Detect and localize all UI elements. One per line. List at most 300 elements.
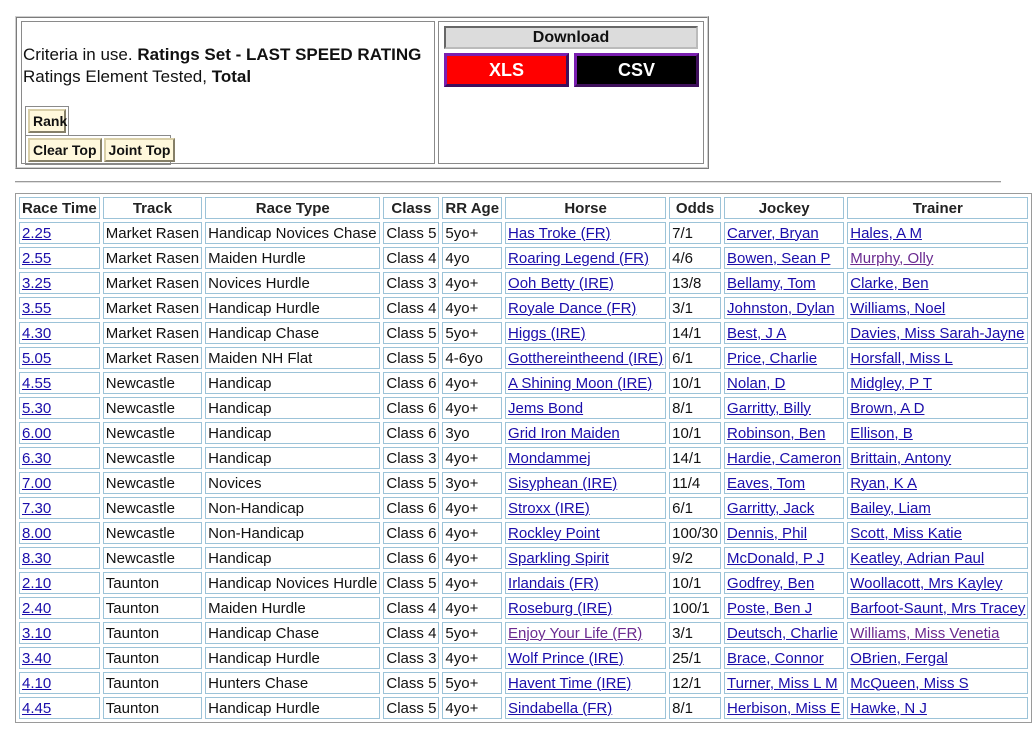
odds-cell: 10/1 (669, 422, 721, 444)
horse-cell (505, 597, 666, 619)
jockey-cell (724, 597, 844, 619)
race-time-link[interactable]: 2.55 (22, 249, 52, 267)
class-cell: Class 5 (383, 222, 439, 244)
xls-download-button[interactable]: XLS (444, 53, 569, 87)
track-cell: Newcastle (103, 397, 202, 419)
horse-link[interactable]: Sindabella (FR) (508, 699, 613, 717)
track-cell: Market Rasen (103, 347, 202, 369)
odds-cell: 7/1 (669, 222, 721, 244)
table-row (19, 572, 1028, 594)
track-cell: Newcastle (103, 547, 202, 569)
age-cell: 4yo+ (442, 597, 502, 619)
horse-cell (505, 522, 666, 544)
track-cell: Market Rasen (103, 322, 202, 344)
race-time-cell (19, 247, 100, 269)
element-prefix: Ratings Element Tested, (23, 67, 207, 86)
odds-cell: 8/1 (669, 397, 721, 419)
horse-cell (505, 697, 666, 719)
odds-cell: 100/1 (669, 597, 721, 619)
track-cell: Taunton (103, 572, 202, 594)
jockey-link[interactable]: Deutsch, Charlie (727, 624, 838, 642)
age-cell: 4yo+ (442, 522, 502, 544)
trainer-cell (847, 547, 1028, 569)
race-type-cell: Handicap Hurdle (205, 297, 380, 319)
race-time-cell (19, 497, 100, 519)
trainer-cell (847, 272, 1028, 294)
horse-cell (505, 472, 666, 494)
track-cell: Market Rasen (103, 272, 202, 294)
jockey-link[interactable]: Carver, Bryan (727, 224, 819, 242)
horse-cell (505, 297, 666, 319)
age-cell: 3yo+ (442, 472, 502, 494)
jockey-cell (724, 697, 844, 719)
horse-cell (505, 447, 666, 469)
table-row (19, 697, 1028, 719)
odds-cell: 3/1 (669, 622, 721, 644)
trainer-link[interactable]: Murphy, Olly (850, 249, 934, 267)
column-header-race-time: Race Time (19, 197, 100, 219)
track-cell: Taunton (103, 697, 202, 719)
jockey-cell (724, 222, 844, 244)
trainer-cell (847, 347, 1028, 369)
horse-link[interactable]: Has Troke (FR) (508, 224, 611, 242)
age-cell: 4yo+ (442, 497, 502, 519)
column-header-class: Class (383, 197, 439, 219)
horse-link[interactable]: Enjoy Your Life (FR) (508, 624, 643, 642)
table-row (19, 597, 1028, 619)
trainer-link[interactable]: Williams, Miss Venetia (850, 624, 1000, 642)
track-cell: Taunton (103, 597, 202, 619)
jockey-link[interactable]: Godfrey, Ben (727, 574, 815, 592)
jockey-cell (724, 322, 844, 344)
trainer-link[interactable]: Clarke, Ben (850, 274, 929, 292)
race-type-cell: Handicap (205, 422, 380, 444)
odds-cell: 11/4 (669, 472, 721, 494)
jockey-link[interactable]: Nolan, D (727, 374, 786, 392)
horse-cell (505, 647, 666, 669)
age-cell: 5yo+ (442, 322, 502, 344)
race-type-cell: Novices Hurdle (205, 272, 380, 294)
horse-cell (505, 672, 666, 694)
race-time-link[interactable]: 4.30 (22, 324, 52, 342)
column-header-jockey: Jockey (724, 197, 844, 219)
jockey-cell (724, 672, 844, 694)
horse-link[interactable]: Sparkling Spirit (508, 549, 609, 567)
trainer-cell (847, 522, 1028, 544)
class-cell: Class 4 (383, 297, 439, 319)
trainer-link[interactable]: Williams, Noel (850, 299, 946, 317)
table-row (19, 222, 1028, 244)
trainer-cell (847, 397, 1028, 419)
track-cell: Newcastle (103, 422, 202, 444)
track-cell: Market Rasen (103, 247, 202, 269)
trainer-cell (847, 597, 1028, 619)
race-type-cell: Handicap Chase (205, 322, 380, 344)
track-cell: Market Rasen (103, 297, 202, 319)
trainer-link[interactable]: Midgley, P T (850, 374, 932, 392)
trainer-link[interactable]: Hales, A M (850, 224, 922, 242)
header-row (19, 197, 1028, 219)
top-buttons-box (25, 135, 171, 165)
age-cell: 4yo+ (442, 297, 502, 319)
race-type-cell: Handicap Novices Chase (205, 222, 380, 244)
race-type-cell: Handicap (205, 372, 380, 394)
race-time-cell (19, 222, 100, 244)
horse-link[interactable]: Irlandais (FR) (508, 574, 599, 592)
race-time-link[interactable]: 8.30 (22, 549, 52, 567)
class-cell: Class 5 (383, 472, 439, 494)
age-cell: 4yo (442, 247, 502, 269)
horse-cell (505, 622, 666, 644)
horse-link[interactable]: Stroxx (IRE) (508, 499, 590, 517)
race-type-cell: Handicap Hurdle (205, 647, 380, 669)
jockey-cell (724, 247, 844, 269)
trainer-link[interactable]: Barfoot-Saunt, Mrs Tracey (850, 599, 1026, 617)
horse-link[interactable]: Royale Dance (FR) (508, 299, 637, 317)
jockey-cell (724, 622, 844, 644)
horse-cell (505, 222, 666, 244)
trainer-link[interactable]: Ellison, B (850, 424, 913, 442)
class-cell: Class 3 (383, 272, 439, 294)
joint-top-button[interactable]: Joint Top (104, 138, 176, 162)
age-cell: 5yo+ (442, 622, 502, 644)
horse-link[interactable]: Mondammej (508, 449, 591, 467)
jockey-cell (724, 297, 844, 319)
race-time-link[interactable]: 3.10 (22, 624, 52, 642)
class-cell: Class 6 (383, 497, 439, 519)
horse-link[interactable]: Roaring Legend (FR) (508, 249, 649, 267)
odds-cell: 14/1 (669, 447, 721, 469)
jockey-link[interactable]: Hardie, Cameron (727, 449, 842, 467)
race-time-cell (19, 472, 100, 494)
age-cell: 4yo+ (442, 272, 502, 294)
race-type-cell: Maiden Hurdle (205, 597, 380, 619)
trainer-link[interactable]: Scott, Miss Katie (850, 524, 962, 542)
race-time-cell (19, 647, 100, 669)
jockey-link[interactable]: Eaves, Tom (727, 474, 806, 492)
odds-cell: 12/1 (669, 672, 721, 694)
race-time-link[interactable]: 2.10 (22, 574, 52, 592)
download-box (438, 21, 704, 164)
trainer-link[interactable]: Brittain, Antony (850, 449, 952, 467)
trainer-cell (847, 372, 1028, 394)
divider (15, 181, 1001, 183)
horse-cell (505, 572, 666, 594)
column-header-race-type: Race Type (205, 197, 380, 219)
age-cell: 4yo+ (442, 397, 502, 419)
race-type-cell: Maiden NH Flat (205, 347, 380, 369)
trainer-link[interactable]: McQueen, Miss S (850, 674, 969, 692)
race-time-cell (19, 272, 100, 294)
trainer-link[interactable]: Keatley, Adrian Paul (850, 549, 985, 567)
odds-cell: 8/1 (669, 697, 721, 719)
class-cell: Class 5 (383, 347, 439, 369)
odds-cell: 100/30 (669, 522, 721, 544)
horse-link[interactable]: Wolf Prince (IRE) (508, 649, 624, 667)
horse-cell (505, 247, 666, 269)
race-type-cell: Hunters Chase (205, 672, 380, 694)
race-time-cell (19, 697, 100, 719)
race-type-cell: Non-Handicap (205, 522, 380, 544)
class-cell: Class 6 (383, 547, 439, 569)
age-cell: 4yo+ (442, 547, 502, 569)
class-cell: Class 5 (383, 697, 439, 719)
trainer-cell (847, 472, 1028, 494)
race-type-cell: Handicap (205, 447, 380, 469)
table-row (19, 472, 1028, 494)
trainer-cell (847, 672, 1028, 694)
class-cell: Class 4 (383, 597, 439, 619)
jockey-cell (724, 422, 844, 444)
race-time-cell (19, 422, 100, 444)
odds-cell: 6/1 (669, 347, 721, 369)
horse-cell (505, 397, 666, 419)
trainer-link[interactable]: Brown, A D (850, 399, 925, 417)
track-cell: Market Rasen (103, 222, 202, 244)
track-cell: Taunton (103, 647, 202, 669)
jockey-link[interactable]: Dennis, Phil (727, 524, 808, 542)
jockey-cell (724, 497, 844, 519)
race-time-cell (19, 372, 100, 394)
jockey-link[interactable]: Poste, Ben J (727, 599, 813, 617)
track-cell: Newcastle (103, 497, 202, 519)
column-header-odds: Odds (669, 197, 721, 219)
criteria-box (21, 21, 435, 164)
race-time-cell (19, 397, 100, 419)
jockey-link[interactable]: Herbison, Miss E (727, 699, 841, 717)
table-row (19, 672, 1028, 694)
class-cell: Class 6 (383, 422, 439, 444)
class-cell: Class 6 (383, 522, 439, 544)
trainer-cell (847, 422, 1028, 444)
odds-cell: 10/1 (669, 572, 721, 594)
column-header-rr-age: RR Age (442, 197, 502, 219)
trainer-cell (847, 647, 1028, 669)
age-cell: 4yo+ (442, 447, 502, 469)
download-title: Download (444, 26, 698, 49)
jockey-link[interactable]: Johnston, Dylan (727, 299, 835, 317)
horse-link[interactable]: Ooh Betty (IRE) (508, 274, 614, 292)
trainer-cell (847, 447, 1028, 469)
odds-cell: 25/1 (669, 647, 721, 669)
race-time-link[interactable]: 4.55 (22, 374, 52, 392)
horse-link[interactable]: A Shining Moon (IRE) (508, 374, 653, 392)
table-row (19, 272, 1028, 294)
table-row (19, 447, 1028, 469)
horse-cell (505, 547, 666, 569)
race-time-link[interactable]: 3.25 (22, 274, 52, 292)
class-cell: Class 3 (383, 447, 439, 469)
race-time-link[interactable]: 8.00 (22, 524, 52, 542)
age-cell: 4yo+ (442, 572, 502, 594)
race-time-link[interactable]: 7.30 (22, 499, 52, 517)
race-time-link[interactable]: 3.40 (22, 649, 52, 667)
age-cell: 4-6yo (442, 347, 502, 369)
trainer-link[interactable]: Hawke, N J (850, 699, 927, 717)
race-time-link[interactable]: 5.30 (22, 399, 52, 417)
element-value: Total (211, 67, 252, 86)
horse-cell (505, 422, 666, 444)
race-time-link[interactable]: 2.40 (22, 599, 52, 617)
trainer-cell (847, 322, 1028, 344)
table-row (19, 347, 1028, 369)
column-header-trainer: Trainer (847, 197, 1028, 219)
trainer-cell (847, 572, 1028, 594)
trainer-link[interactable]: Davies, Miss Sarah-Jayne (850, 324, 1025, 342)
race-type-cell: Handicap (205, 547, 380, 569)
race-type-cell: Non-Handicap (205, 497, 380, 519)
race-time-cell (19, 597, 100, 619)
clear-top-button[interactable]: Clear Top (28, 138, 102, 162)
odds-cell: 10/1 (669, 372, 721, 394)
class-cell: Class 3 (383, 647, 439, 669)
jockey-cell (724, 572, 844, 594)
jockey-link[interactable]: Turner, Miss L M (727, 674, 838, 692)
class-cell: Class 4 (383, 247, 439, 269)
jockey-cell (724, 347, 844, 369)
jockey-cell (724, 522, 844, 544)
age-cell: 4yo+ (442, 697, 502, 719)
odds-cell: 13/8 (669, 272, 721, 294)
trainer-cell (847, 497, 1028, 519)
horse-cell (505, 497, 666, 519)
race-time-link[interactable]: 3.55 (22, 299, 52, 317)
trainer-link[interactable]: Woollacott, Mrs Kayley (850, 574, 1003, 592)
table-row (19, 372, 1028, 394)
class-cell: Class 6 (383, 397, 439, 419)
race-time-link[interactable]: 6.00 (22, 424, 52, 442)
horse-link[interactable]: Rockley Point (508, 524, 600, 542)
trainer-link[interactable]: OBrien, Fergal (850, 649, 948, 667)
class-cell: Class 5 (383, 322, 439, 344)
results-table (16, 194, 1031, 722)
jockey-link[interactable]: Bowen, Sean P (727, 249, 831, 267)
table-row (19, 622, 1028, 644)
trainer-cell (847, 247, 1028, 269)
jockey-cell (724, 272, 844, 294)
jockey-link[interactable]: Garritty, Jack (727, 499, 815, 517)
table-row (19, 522, 1028, 544)
age-cell: 3yo (442, 422, 502, 444)
jockey-link[interactable]: Brace, Connor (727, 649, 824, 667)
race-time-link[interactable]: 6.30 (22, 449, 52, 467)
trainer-link[interactable]: Bailey, Liam (850, 499, 931, 517)
race-type-cell: Novices (205, 472, 380, 494)
criteria-panel (15, 16, 709, 169)
race-time-link[interactable]: 5.05 (22, 349, 52, 367)
track-cell: Taunton (103, 672, 202, 694)
jockey-link[interactable]: Bellamy, Tom (727, 274, 816, 292)
trainer-cell (847, 697, 1028, 719)
table-row (19, 497, 1028, 519)
age-cell: 5yo+ (442, 222, 502, 244)
jockey-cell (724, 447, 844, 469)
rank-button[interactable]: Rank (28, 109, 66, 133)
jockey-cell (724, 647, 844, 669)
jockey-cell (724, 372, 844, 394)
horse-cell (505, 347, 666, 369)
column-header-horse: Horse (505, 197, 666, 219)
race-time-cell (19, 672, 100, 694)
odds-cell: 6/1 (669, 497, 721, 519)
jockey-cell (724, 547, 844, 569)
column-header-track: Track (103, 197, 202, 219)
race-time-cell (19, 297, 100, 319)
race-type-cell: Maiden Hurdle (205, 247, 380, 269)
race-type-cell: Handicap Chase (205, 622, 380, 644)
jockey-link[interactable]: McDonald, P J (727, 549, 825, 567)
race-time-link[interactable]: 4.45 (22, 699, 52, 717)
race-time-cell (19, 447, 100, 469)
criteria-text (23, 44, 421, 88)
table-row (19, 247, 1028, 269)
race-type-cell: Handicap Novices Hurdle (205, 572, 380, 594)
horse-cell (505, 322, 666, 344)
trainer-link[interactable]: Ryan, K A (850, 474, 917, 492)
race-time-cell (19, 347, 100, 369)
race-time-link[interactable]: 4.10 (22, 674, 52, 692)
criteria-prefix: Criteria in use. (23, 45, 133, 64)
track-cell: Newcastle (103, 447, 202, 469)
race-time-link[interactable]: 2.25 (22, 224, 52, 242)
class-cell: Class 6 (383, 372, 439, 394)
table-row (19, 647, 1028, 669)
odds-cell: 3/1 (669, 297, 721, 319)
trainer-link[interactable]: Horsfall, Miss L (850, 349, 953, 367)
table-row (19, 547, 1028, 569)
jockey-link[interactable]: Price, Charlie (727, 349, 818, 367)
race-time-cell (19, 547, 100, 569)
age-cell: 5yo+ (442, 672, 502, 694)
horse-link[interactable]: Roseburg (IRE) (508, 599, 613, 617)
trainer-cell (847, 222, 1028, 244)
horse-link[interactable]: Havent Time (IRE) (508, 674, 632, 692)
horse-link[interactable]: Gotthereintheend (IRE) (508, 349, 664, 367)
jockey-cell (724, 397, 844, 419)
race-type-cell: Handicap (205, 397, 380, 419)
results-table-wrapper (15, 193, 1032, 723)
trainer-cell (847, 297, 1028, 319)
table-row (19, 397, 1028, 419)
race-time-cell (19, 522, 100, 544)
horse-link[interactable]: Jems Bond (508, 399, 584, 417)
track-cell: Newcastle (103, 372, 202, 394)
race-time-link[interactable]: 7.00 (22, 474, 52, 492)
table-row (19, 422, 1028, 444)
table-row (19, 322, 1028, 344)
horse-link[interactable]: Higgs (IRE) (508, 324, 586, 342)
jockey-link[interactable]: Robinson, Ben (727, 424, 826, 442)
table-row (19, 297, 1028, 319)
class-cell: Class 5 (383, 672, 439, 694)
horse-cell (505, 272, 666, 294)
odds-cell: 4/6 (669, 247, 721, 269)
horse-link[interactable]: Grid Iron Maiden (508, 424, 620, 442)
jockey-link[interactable]: Best, J A (727, 324, 787, 342)
race-time-cell (19, 622, 100, 644)
horse-link[interactable]: Sisyphean (IRE) (508, 474, 618, 492)
ratings-set: Ratings Set - LAST SPEED RATING (137, 45, 422, 64)
race-type-cell: Handicap Hurdle (205, 697, 380, 719)
odds-cell: 9/2 (669, 547, 721, 569)
csv-download-button[interactable]: CSV (574, 53, 699, 87)
age-cell: 4yo+ (442, 372, 502, 394)
class-cell: Class 4 (383, 622, 439, 644)
track-cell: Taunton (103, 622, 202, 644)
horse-cell (505, 372, 666, 394)
jockey-link[interactable]: Garritty, Billy (727, 399, 811, 417)
odds-cell: 14/1 (669, 322, 721, 344)
